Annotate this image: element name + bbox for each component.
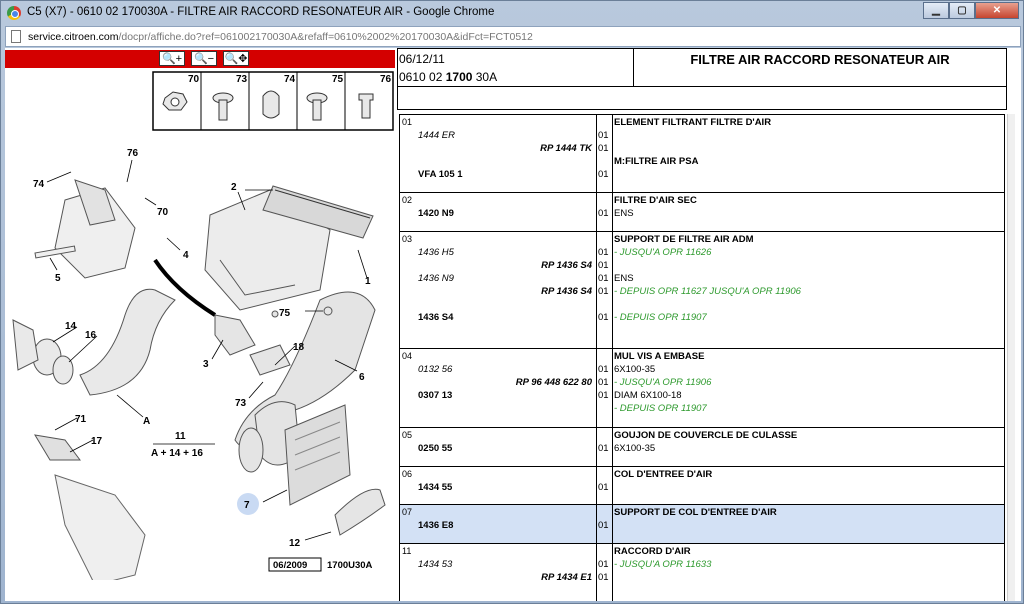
part-description: RACCORD D'AIR [614,546,691,557]
page-icon [11,30,21,43]
callout-7: 7 [244,500,250,511]
quantity: 01 [598,169,609,180]
table-row[interactable] [400,115,1004,193]
row-index: 02 [402,195,413,205]
header-reference [399,70,497,84]
callout-11: 11 [175,431,186,442]
window-title: C5 (X7) - 0610 02 170030A - FILTRE AIR RACCORD RESONATEUR AIR - Google Chrome [27,6,495,18]
callout-76: 76 [127,148,139,159]
callout-17: 17 [91,436,103,447]
part-ref: 1420 N9 [418,208,454,219]
zoom-out-button[interactable]: 🔍− [191,51,217,66]
url-host: service.citroen.com [28,31,119,43]
quantity: 01 [598,520,609,531]
part-ref: 0250 55 [418,443,453,454]
table-row[interactable] [400,544,1004,601]
quantity: 01 [598,377,609,388]
page-content [5,48,1021,601]
part-ref: 1436 S4 [418,312,454,323]
callout-74: 74 [33,179,45,190]
part-ref: 1436 H5 [418,247,454,258]
quantity: 01 [598,312,609,323]
scrollbar[interactable] [1007,114,1015,601]
part-condition: - JUSQU'A OPR 11633 [614,559,712,570]
header-line [397,86,1007,87]
header-date: 06/12/11 [399,52,445,66]
header-divider [633,48,634,86]
part-description: ENS [614,208,634,219]
header-ref-suffix: 30A [472,70,498,84]
callout-1: 1 [365,276,371,287]
clip-icon [263,91,279,118]
quantity: 01 [598,143,609,154]
part-ref: 1444 ER [418,130,455,141]
part-ref: 1436 E8 [418,520,454,531]
table-row-selected[interactable] [400,505,1004,544]
minimize-button[interactable]: ▁ [923,2,949,19]
quantity: 01 [598,208,609,219]
pan-button[interactable]: 🔍✥ [224,53,248,65]
url-text[interactable] [28,31,533,43]
part-condition: - DEPUIS OPR 11627 JUSQU'A OPR 11906 [614,286,801,297]
quantity: 01 [598,273,609,284]
callout-2: 2 [231,182,237,193]
url-path: /docpr/affiche.do?ref=061002170030A&refaff=0610%2002%20170030A&idFct=FCT0512 [118,31,533,43]
diagram-footer-code: 1700U30A [327,560,373,571]
quantity: 01 [598,364,609,375]
quantity: 01 [598,572,609,583]
thumb-label-75: 75 [332,74,344,85]
part-condition: - DEPUIS OPR 11907 [614,312,707,323]
header-title: FILTRE AIR RACCORD RESONATEUR AIR [690,52,950,67]
part-ref: 1434 53 [418,559,453,570]
table-row[interactable] [400,232,1004,349]
part-description: ELEMENT FILTRANT FILTRE D'AIR [614,117,772,128]
part-ref: VFA 105 1 [418,169,463,180]
row-index: 05 [402,430,413,440]
close-button[interactable]: ✕ [975,2,1019,19]
part-condition: - JUSQU'A OPR 11626 [614,247,712,258]
quantity: 01 [598,247,609,258]
quantity: 01 [598,559,609,570]
diagram-footer-date: 06/2009 [273,560,308,571]
quantity: 01 [598,130,609,141]
parts-panel [397,48,1021,601]
part-ref: 1436 N9 [418,273,454,284]
thumb-label-70: 70 [188,74,200,85]
callout-4: 4 [183,250,189,261]
callout-A: A [143,416,151,427]
part-description: 6X100-35 [614,364,656,375]
row-index: 07 [402,507,413,517]
row-index: 04 [402,351,413,361]
table-row[interactable] [400,193,1004,232]
thumb-label-73: 73 [236,74,248,85]
diagram-panel [5,48,395,601]
part-ref: 0132 56 [418,364,453,375]
callout-75: 75 [279,308,291,319]
part-description: GOUJON DE COUVERCLE DE CULASSE [614,430,798,441]
callout-6: 6 [359,372,365,383]
window-controls [923,2,1019,19]
part-ref: 1434 55 [418,482,453,493]
quantity: 01 [598,286,609,297]
title-bar[interactable] [1,1,1024,25]
callout-a-14-16: A + 14 + 16 [151,448,203,459]
header-ref-prefix: 0610 02 [399,70,446,84]
row-index: 03 [402,234,413,244]
callout-12: 12 [289,538,301,549]
callout-5: 5 [55,273,61,284]
callout-16: 16 [85,330,97,341]
part-ref: 0307 13 [418,390,453,401]
diagram-toolbar [5,50,395,68]
part-description: 6X100-35 [614,443,656,454]
callout-14: 14 [65,321,77,332]
zoom-in-button[interactable]: 🔍+ [159,51,185,66]
maximize-button[interactable]: ▢ [949,2,975,19]
replacement-ref: RP 96 448 622 80 [515,377,592,388]
table-row[interactable] [400,428,1004,467]
row-index: 01 [402,117,413,127]
quantity: 01 [598,443,609,454]
table-row[interactable] [400,467,1004,505]
quantity: 01 [598,482,609,493]
address-bar[interactable] [5,26,1021,47]
callout-73: 73 [235,398,247,409]
part-description: SUPPORT DE FILTRE AIR ADM [614,234,754,245]
part-condition: - JUSQU'A OPR 11906 [614,377,712,388]
callout-18: 18 [293,342,305,353]
callout-71: 71 [75,414,87,425]
part-description: DIAM 6X100-18 [614,390,682,401]
replacement-ref: RP 1434 E1 [541,572,592,583]
quantity: 01 [598,260,609,271]
part-description: MUL VIS A EMBASE [614,351,705,362]
table-row[interactable] [400,349,1004,428]
replacement-ref: RP 1444 TK [540,143,592,154]
thumb-label-76: 76 [380,74,392,85]
part-description: SUPPORT DE COL D'ENTREE D'AIR [614,507,777,518]
thumb-label-74: 74 [284,74,296,85]
header-ref-bold: 1700 [445,70,473,84]
exploded-parts-diagram[interactable] [5,70,395,580]
replacement-ref: RP 1436 S4 [541,286,592,297]
chrome-icon [7,6,21,20]
callout-3: 3 [203,359,209,370]
part-condition: - DEPUIS OPR 11907 [614,403,707,414]
part-description: M:FILTRE AIR PSA [614,156,699,167]
part-description: COL D'ENTREE D'AIR [614,469,713,480]
replacement-ref: RP 1436 S4 [541,260,592,271]
row-index: 06 [402,469,413,479]
callout-70: 70 [157,207,169,218]
quantity: 01 [598,390,609,401]
row-index: 11 [402,546,412,556]
parts-table [399,114,1005,601]
part-description: FILTRE D'AIR SEC [614,195,697,206]
part-description: ENS [614,273,634,284]
